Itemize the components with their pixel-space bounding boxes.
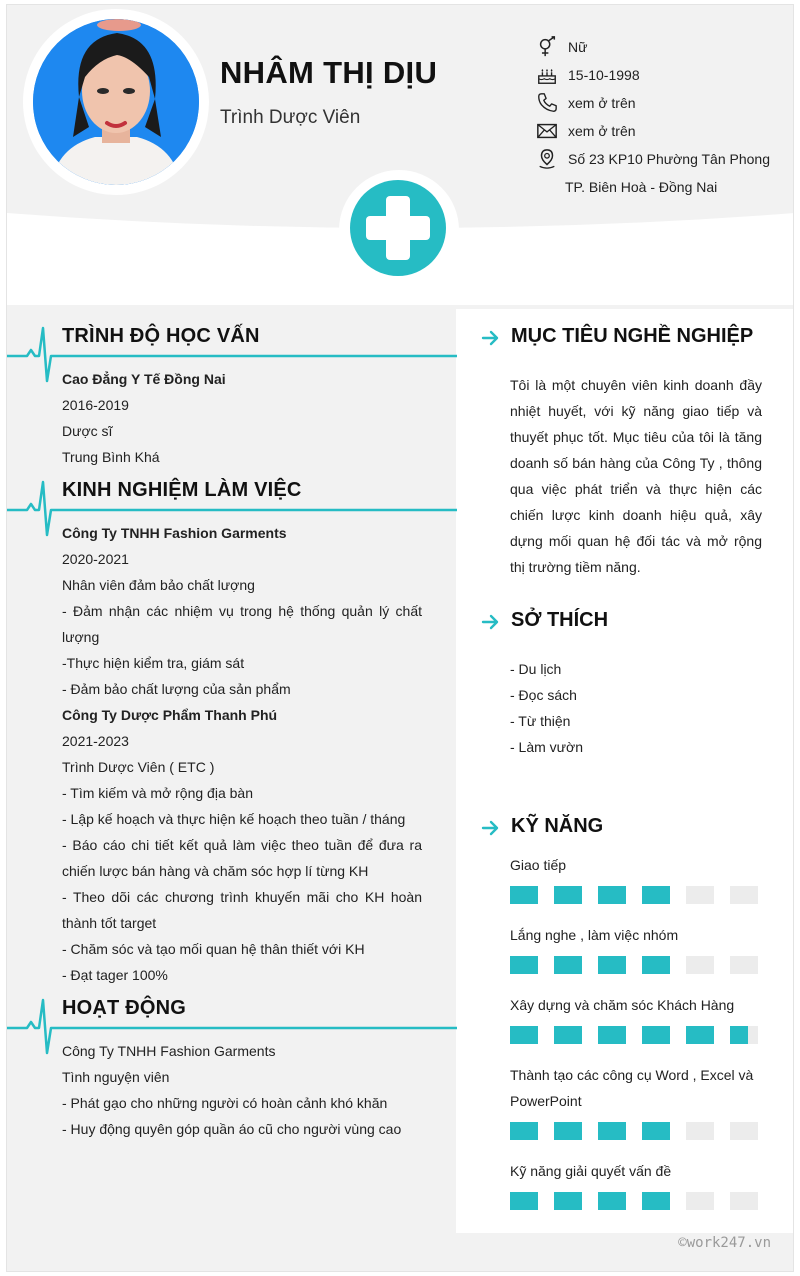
portrait-icon [33, 19, 199, 185]
skill-segment [554, 886, 582, 904]
skill-segment [730, 956, 758, 974]
education-school: Cao Đẳng Y Tế Đồng Nai [62, 371, 226, 387]
skill-segment [686, 956, 714, 974]
activity-role: Tình nguyện viên [62, 1069, 170, 1085]
job-years: 2020-2021 [62, 551, 129, 567]
contact-birthday [535, 61, 790, 89]
job-duty: -Thực hiện kiểm tra, giám sát [62, 655, 245, 671]
contact-address-2 [535, 173, 790, 201]
skill-item [510, 922, 762, 992]
education-heading: TRÌNH ĐỘ HỌC VẤN [62, 325, 260, 347]
skill-name: Thành tạo các công cụ Word , Excel và PowerPoint [510, 1067, 754, 1109]
skill-segment [730, 1122, 758, 1140]
job-company: Công Ty TNHH Fashion Garments [62, 525, 287, 541]
phone-value: xem ở trên [568, 95, 636, 111]
skill-segment [598, 1122, 626, 1140]
skill-segment-fill [730, 1026, 748, 1044]
skill-level-bar [510, 1192, 762, 1210]
skill-level-bar [510, 886, 762, 904]
skill-segment [642, 1192, 670, 1210]
candidate-name: NHÂM THỊ DỊU [220, 55, 438, 90]
contact-address [535, 145, 790, 173]
birthday-value: 15-10-1998 [568, 67, 640, 83]
skill-item [510, 992, 762, 1062]
job-years: 2021-2023 [62, 733, 129, 749]
skill-name: Kỹ năng giải quyết vấn đề [510, 1163, 672, 1179]
skill-segment [510, 886, 538, 904]
hobby-item: - Từ thiện [510, 713, 571, 729]
skill-segment [554, 956, 582, 974]
skill-name: Lắng nghe , làm việc nhóm [510, 927, 679, 943]
watermark: ©work247.vn [678, 1235, 771, 1251]
resume-page [6, 4, 794, 1272]
skill-segment [642, 886, 670, 904]
objective-text: Tôi là một chuyên viên kinh doanh đầy nhiệt huyết, với kỹ năng giao tiếp và thuyết phục tốt. Mục tiêu của tôi là tăng doanh số bán hàng của Công Ty , thông qua việc phát triển và thực hiện các chiến lược kinh doanh hiệu quả, xây dựng mối quan hệ đối tác và mở rộng thị trường tiềm năng. [510, 377, 762, 575]
activity-organization: Công Ty TNHH Fashion Garments [62, 1043, 276, 1059]
job-duty: - Đạt tager 100% [62, 967, 168, 983]
skill-segment [686, 1192, 714, 1210]
skill-segment [686, 1026, 714, 1044]
email-icon [535, 120, 559, 142]
job-duty: - Chăm sóc và tạo mối quan hệ thân thiết với KH [62, 941, 365, 957]
activity-item: - Huy động quyên góp quần áo cũ cho người vùng cao [62, 1121, 402, 1137]
activities-heading: HOẠT ĐỘNG [62, 997, 187, 1019]
job-duty: - Đảm bảo chất lượng của sản phẩm [62, 681, 291, 697]
activities-block [62, 1038, 422, 1142]
gender-value: Nữ [568, 39, 588, 55]
experience-block [62, 520, 422, 988]
skill-segment [730, 1026, 758, 1044]
arrow-right-icon [481, 612, 501, 632]
job-duty: - Lập kế hoạch và thực hiện kế hoạch theo tuần / tháng [62, 811, 406, 827]
address-line1: Số 23 KP10 Phường Tân Phong [568, 151, 770, 167]
medical-cross-icon [350, 180, 446, 276]
contact-phone [535, 89, 790, 117]
skill-segment [510, 1122, 538, 1140]
skill-segment [510, 1026, 538, 1044]
hobbies-heading: SỞ THÍCH [511, 609, 609, 631]
skill-segment [642, 1122, 670, 1140]
skill-segment [642, 956, 670, 974]
skill-level-bar [510, 956, 762, 974]
hobby-item: - Đọc sách [510, 687, 577, 703]
gender-icon [535, 36, 559, 58]
activity-item: - Phát gạo cho những người có hoàn cảnh khó khăn [62, 1095, 388, 1111]
contact-email [535, 117, 790, 145]
candidate-title: Trình Dược Viên [220, 107, 361, 128]
job-duty: - Báo cáo chi tiết kết quả làm việc theo tuần để đưa ra chiến lược bán hàng và chăm sóc hợp lí từng KH [62, 837, 422, 879]
skill-segment [642, 1026, 670, 1044]
skills-list [510, 852, 762, 1228]
skill-segment [598, 886, 626, 904]
email-value: xem ở trên [568, 123, 636, 139]
birthday-cake-icon [535, 64, 559, 86]
address-line2: TP. Biên Hoà - Đồng Nai [565, 179, 718, 195]
skills-heading: KỸ NĂNG [511, 815, 604, 837]
arrow-right-icon [481, 818, 501, 838]
objective-heading: MỤC TIÊU NGHỀ NGHIỆP [511, 325, 754, 347]
skill-segment [510, 956, 538, 974]
job-company: Công Ty Dược Phẩm Thanh Phú [62, 707, 278, 723]
education-major: Dược sĩ [62, 423, 113, 439]
skill-segment [510, 1192, 538, 1210]
job-position: Trình Dược Viên ( ETC ) [62, 759, 215, 775]
skill-item [510, 1062, 762, 1158]
avatar [33, 19, 199, 185]
skill-segment [686, 1122, 714, 1140]
skill-item [510, 1158, 762, 1228]
skill-item [510, 852, 762, 922]
hobby-item: - Du lịch [510, 661, 562, 677]
education-years: 2016-2019 [62, 397, 129, 413]
skill-name: Giao tiếp [510, 857, 567, 873]
job-duty: - Đảm nhận các nhiệm vụ trong hệ thống quản lý chất lượng [62, 603, 422, 645]
skill-segment [598, 1026, 626, 1044]
education-block [62, 366, 422, 470]
skill-segment [554, 1026, 582, 1044]
job-duty: - Tìm kiếm và mở rộng địa bàn [62, 785, 253, 801]
experience-heading: KINH NGHIỆM LÀM VIỆC [62, 479, 302, 501]
skill-level-bar [510, 1026, 762, 1044]
skill-segment [730, 886, 758, 904]
contact-gender [535, 33, 790, 61]
hobby-item: - Làm vườn [510, 739, 584, 755]
job-duty: - Theo dõi các chương trình khuyến mãi cho KH hoàn thành tốt target [62, 889, 422, 931]
skill-segment [554, 1192, 582, 1210]
skill-segment [598, 956, 626, 974]
education-grade: Trung Bình Khá [62, 449, 160, 465]
job-position: Nhân viên đảm bảo chất lượng [62, 577, 255, 593]
skill-segment [598, 1192, 626, 1210]
skill-name: Xây dựng và chăm sóc Khách Hàng [510, 997, 735, 1013]
skill-segment [686, 886, 714, 904]
location-pin-icon [535, 148, 559, 170]
hobbies-list [510, 656, 583, 760]
arrow-right-icon [481, 328, 501, 348]
skill-segment [554, 1122, 582, 1140]
skill-segment [730, 1192, 758, 1210]
medical-badge [350, 180, 446, 276]
contact-block [535, 33, 790, 201]
phone-icon [535, 92, 559, 114]
skill-level-bar [510, 1122, 762, 1140]
